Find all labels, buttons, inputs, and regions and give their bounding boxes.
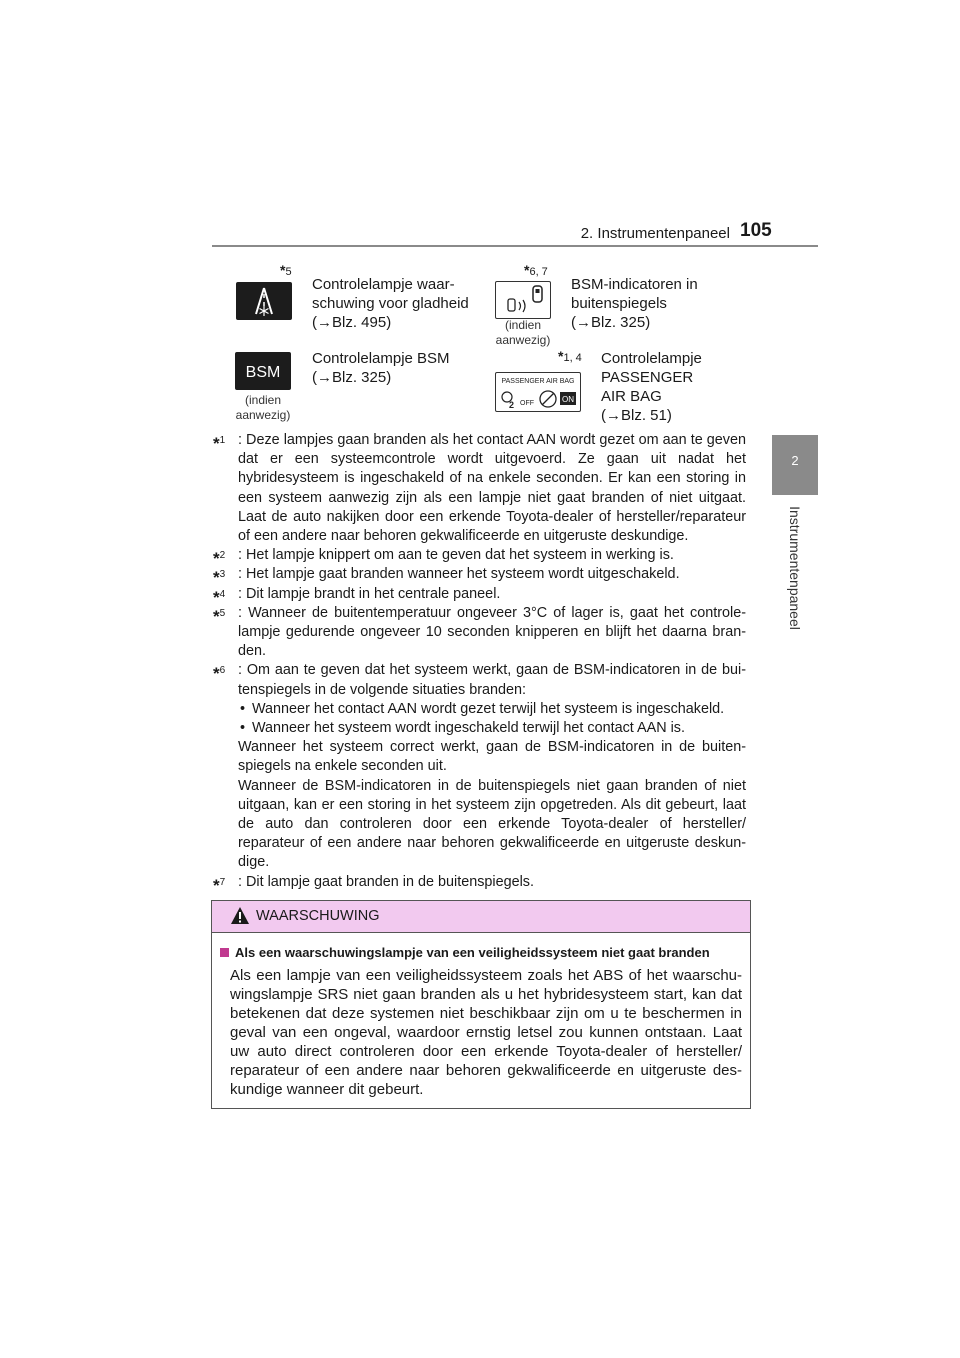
list-item: • Wanneer het systeem wordt ingeschakeld terwijl het contact AAN is. [238, 719, 746, 738]
header-divider [212, 245, 818, 247]
page-number: 105 [740, 220, 772, 241]
indicator-marker: *1, 4 [558, 348, 582, 364]
warning-box [211, 900, 751, 1109]
chapter-label-container [772, 500, 818, 660]
footnote: *$^5$ : Wanneer de buitentemperatuur ongeveer 3°C of lager is, gaat het controle-lampje gedurende ongeveer 10 seconden knipperen en blijft het daarna bran-den. [213, 604, 746, 660]
passenger-airbag-indicator-icon [495, 372, 581, 412]
footnote: *$^7$ : Dit lampje gaat branden in de buitenspiegels. [213, 873, 534, 895]
slippery-road-warning-icon [236, 282, 292, 320]
svg-text:PASSENGER AIR BAG: PASSENGER AIR BAG [501, 378, 575, 385]
availability-note: (indien aanwezig) [495, 318, 551, 347]
warning-body: Als een lampje van een veiligheidssysteem zoals het ABS of het waarschu-wingslampje SRS niet gaan branden als u het hybridesysteem start, kan dat betekenen dat deze systemen niet beschikbaar zijn om u te beschermen in geval van een ongeval, waardoor ernstig letsel zou kunnen ontstaan. Laat uw auto direct controleren door een erkende Toyota-dealer of hersteller/ reparateur of een andere naar behoren gekwalificeerde en uitgeruste des-kundige wanneer dit gebeurt. [230, 967, 742, 1098]
bsm-mirror-indicator-icon [495, 281, 551, 319]
footnotes [213, 431, 746, 895]
bsm-indicator-icon [235, 352, 291, 390]
warning-triangle-icon [230, 906, 250, 925]
indicator-description: Controlelampje BSM (→Blz. 325) [312, 350, 450, 386]
chapter-tab: 2 [772, 435, 818, 495]
availability-note: (indien aanwezig) [235, 393, 291, 422]
footnote: *$^6$ : Om aan te geven dat het systeem werkt, gaan de BSM-indicatoren in de bui-tenspiegels in de volgende situaties branden: • Wanneer het contact AAN wordt gezet terwijl het systeem is ingeschakeld. • Wanneer het systeem wordt ingeschakeld terwijl het contact AAN is. Wanneer het systeem correct werkt, gaan de BSM-indicatoren in de buiten-spiegels na enkele seconden uit. Wanneer de BSM-indicatoren in de buitenspiegels niet gaan branden of niet uitgaan, kan er een storing in het systeem zijn opgetreden. Als dit gebeurt, laat de auto dan controleren door een erkende Toyota-dealer of hersteller/ reparateur of een andere naar behoren gekwalificeerde en uitgeruste deskun-dige. [213, 661, 746, 872]
svg-text:2: 2 [509, 400, 515, 410]
footnote: *$^2$ : Het lampje knippert om aan te geven dat het systeem in werking is. [213, 547, 674, 569]
indicator-description: Controlelampje PASSENGER AIR BAG (→Blz. 51) [601, 350, 702, 424]
indicator-description: Controlelampje waar- schuwing voor gladheid (→Blz. 495) [312, 276, 469, 331]
svg-text:OFF: OFF [520, 400, 534, 407]
footnote-paragraph: Wanneer de BSM-indicatoren in de buitenspiegels niet gaan branden of niet uitgaan, kan er een storing in het systeem zijn opgetreden. Als dit gebeurt, laat de auto dan controleren door een erkende Toyota-dealer of hersteller/ reparateur of een andere naar behoren gekwalificeerde en uitgeruste deskun-dige. [238, 777, 746, 871]
warning-subtitle: Als een waarschuwingslampje van een veiligheidssysteem niet gaat branden [220, 945, 710, 960]
footnote-paragraph: Wanneer het systeem correct werkt, gaan de BSM-indicatoren in de buiten-spiegels na enkele seconden uit. [238, 739, 746, 775]
chapter-label: Instrumentenpaneel [787, 506, 803, 630]
square-bullet-icon [220, 948, 229, 957]
section-title: 2. Instrumentenpaneel [580, 225, 730, 242]
indicator-marker: *6, 7 [524, 262, 548, 278]
warning-title: WAARSCHUWING [256, 908, 380, 924]
list-item: • Wanneer het contact AAN wordt gezet terwijl het systeem is ingeschakeld. [238, 700, 746, 719]
svg-text:ON: ON [562, 395, 574, 404]
footnote: *$^3$ : Het lampje gaat branden wanneer het systeem wordt uitgeschakeld. [213, 566, 680, 588]
footnote: *$^1$ : Deze lampjes gaan branden als het contact AAN wordt gezet om aan te geven dat er een systeemcontrole wordt uitgevoerd. Ze gaan uit nadat het hybridesysteem is ingeschakeld of na enkele seconden. Er kan een storing in een systeem aanwezig zijn als een lampje niet gaat branden of niet uitgaat. Laat de auto nakijken door een erkende Toyota-dealer of hersteller/reparateur of een andere naar behoren gekwalificeerde en uitgeruste deskundige. [213, 432, 746, 545]
indicator-marker: *5 [280, 262, 292, 278]
warning-header [212, 901, 750, 933]
footnote: *$^4$ : Dit lampje brandt in het centrale paneel. [213, 585, 501, 607]
indicator-description: BSM-indicatoren in buitenspiegels (→Blz. 325) [571, 276, 698, 331]
svg-text:BSM: BSM [245, 364, 281, 381]
